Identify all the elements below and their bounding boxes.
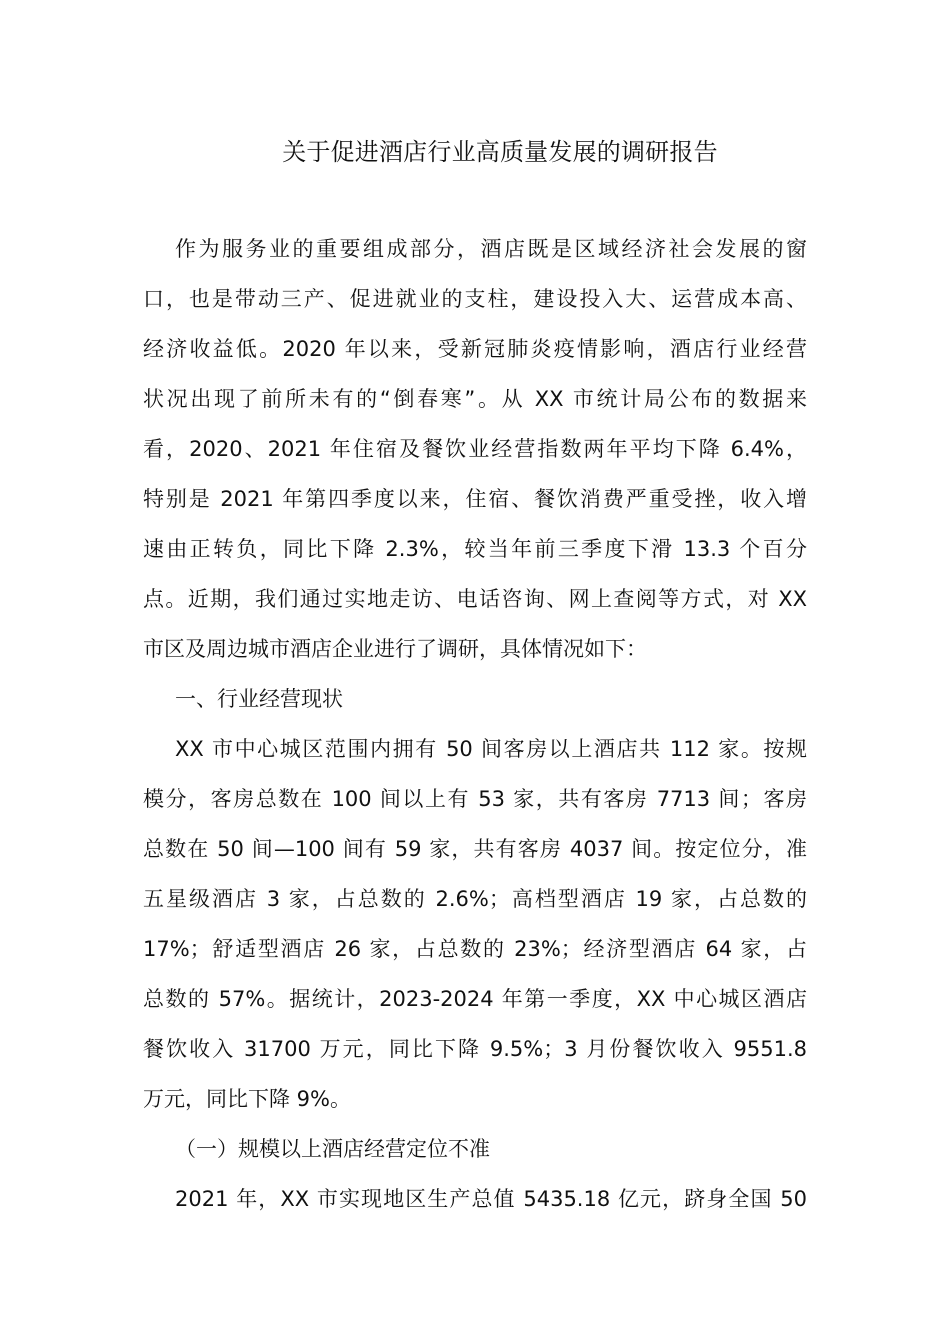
paragraph-line: 速由正转负，同比下降 2.3%，较当年前三季度下滑 13.3 个百分 <box>143 537 807 561</box>
section-heading: 一、行业经营现状 <box>175 687 343 711</box>
paragraph-line: 点。近期，我们通过实地走访、电话咨询、网上查阅等方式，对 XX <box>143 587 807 611</box>
subsection-heading: （一）规模以上酒店经营定位不准 <box>175 1137 490 1161</box>
paragraph-line: 17%；舒适型酒店 26 家，占总数的 23%；经济型酒店 64 家，占 <box>143 937 807 961</box>
paragraph-line: XX 市中心城区范围内拥有 50 间客房以上酒店共 112 家。按规 <box>175 737 807 761</box>
paragraph-line: 总数的 57%。据统计，2023-2024 年第一季度，XX 中心城区酒店 <box>143 987 807 1011</box>
paragraph-line: 2021 年，XX 市实现地区生产总值 5435.18 亿元，跻身全国 50 <box>175 1187 807 1211</box>
paragraph-line: 看，2020、2021 年住宿及餐饮业经营指数两年平均下降 6.4%， <box>143 437 807 461</box>
paragraph-line: 餐饮收入 31700 万元，同比下降 9.5%；3 月份餐饮收入 9551.8 <box>143 1037 807 1061</box>
paragraph-line: 市区及周边城市酒店企业进行了调研，具体情况如下： <box>143 637 647 661</box>
paragraph-line: 五星级酒店 3 家，占总数的 2.6%；高档型酒店 19 家，占总数的 <box>143 887 807 911</box>
paragraph-line: 总数在 50 间—100 间有 59 家，共有客房 4037 间。按定位分，准 <box>143 837 807 861</box>
paragraph-line: 模分，客房总数在 100 间以上有 53 家，共有客房 7713 间；客房 <box>143 787 807 811</box>
paragraph-line: 万元，同比下降 9%。 <box>143 1087 351 1111</box>
document-title: 关于促进酒店行业高质量发展的调研报告 <box>282 138 718 166</box>
paragraph-line: 经济收益低。2020 年以来，受新冠肺炎疫情影响，酒店行业经营 <box>143 337 807 361</box>
paragraph-line: 状况出现了前所未有的“倒春寒”。从 XX 市统计局公布的数据来 <box>143 387 807 411</box>
paragraph-line: 口，也是带动三产、促进就业的支柱，建设投入大、运营成本高、 <box>143 287 807 311</box>
paragraph-line: 特别是 2021 年第四季度以来，住宿、餐饮消费严重受挫，收入增 <box>143 487 807 511</box>
paragraph-line: 作为服务业的重要组成部分，酒店既是区域经济社会发展的窗 <box>175 237 807 261</box>
